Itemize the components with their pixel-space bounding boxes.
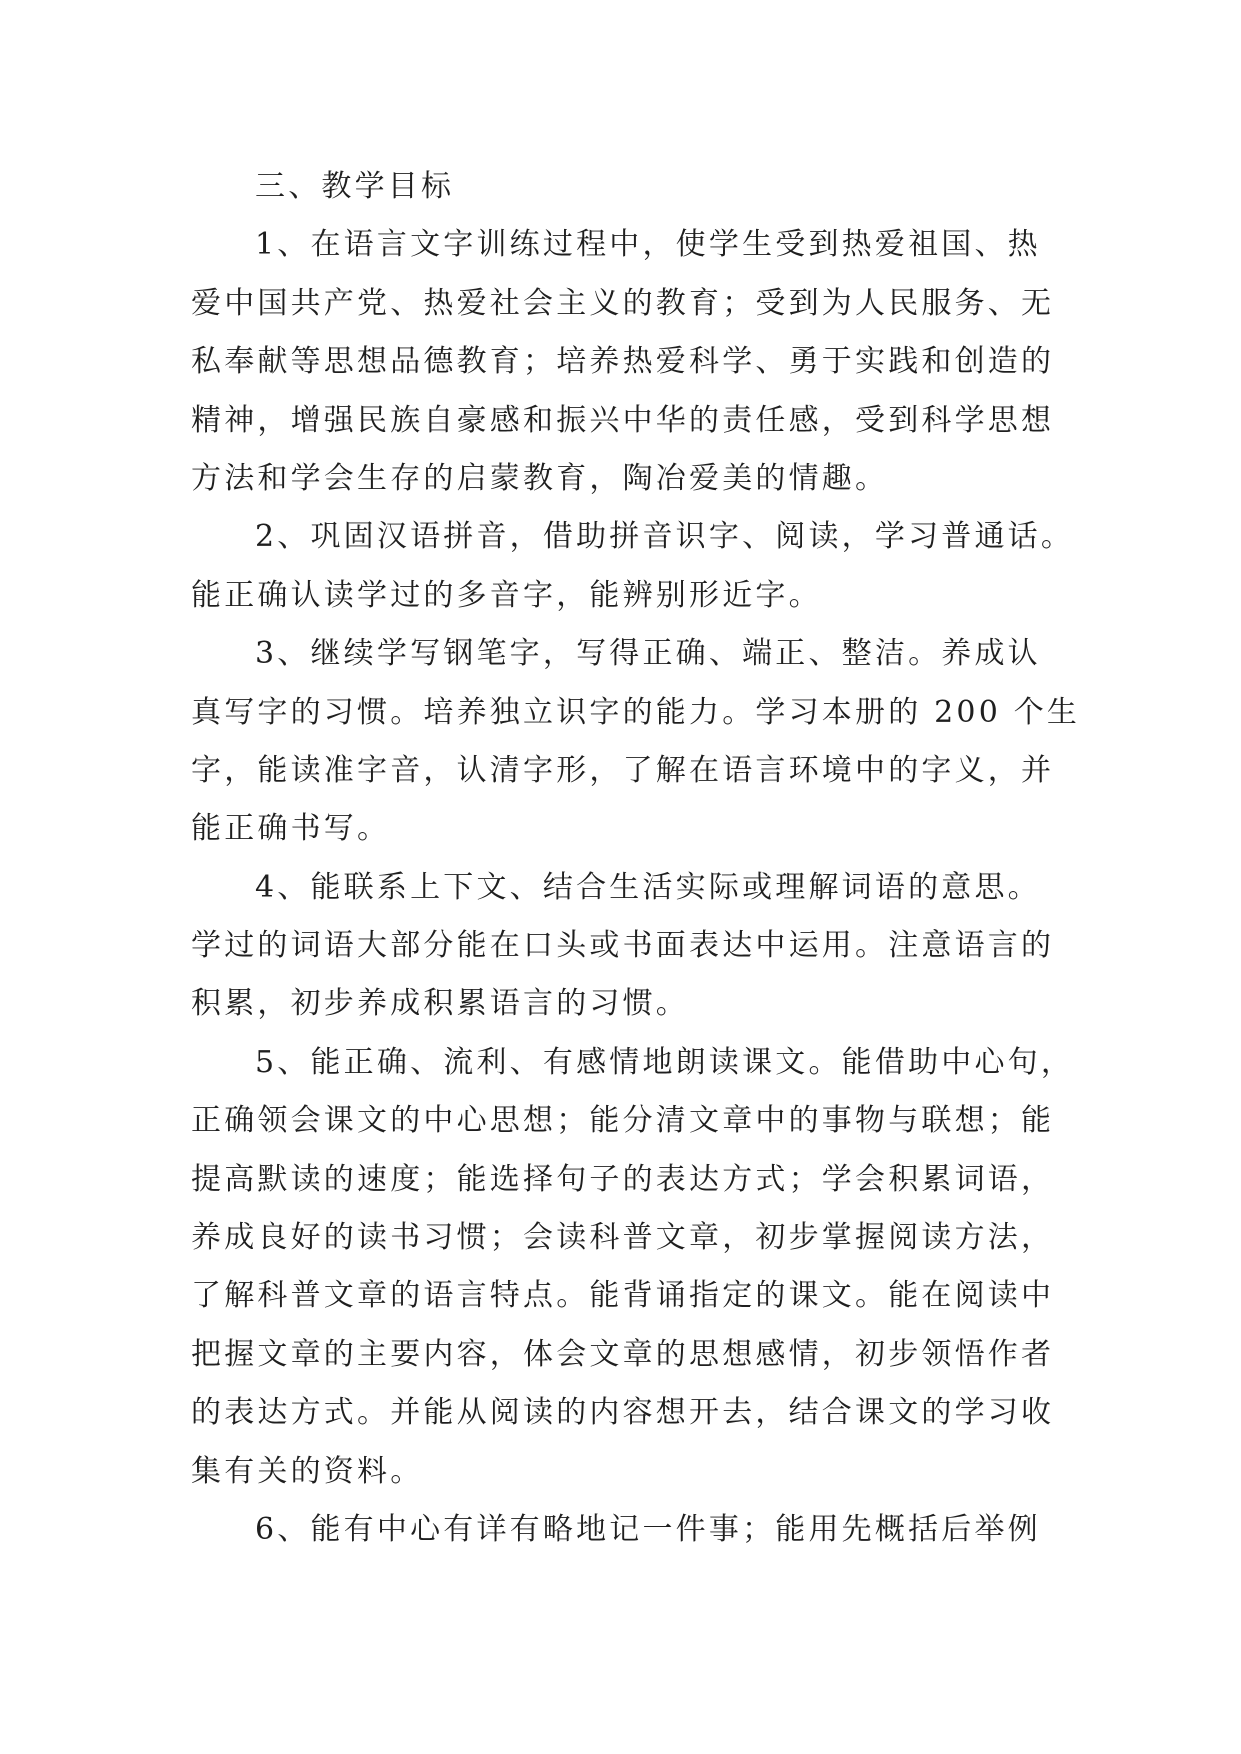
paragraph-line: 方法和学会生存的启蒙教育，陶冶爱美的情趣。 <box>191 460 889 496</box>
paragraph-line: 3、继续学写钢笔字，写得正确、端正、整洁。养成认 <box>255 636 1041 672</box>
paragraph-line: 能正确认读学过的多音字，能辨别形近字。 <box>191 577 822 613</box>
paragraph-line: 5、能正确、流利、有感情地朗读课文。能借助中心句， <box>255 1044 1075 1080</box>
paragraph-line: 能正确书写。 <box>191 811 391 847</box>
paragraph-line: 精神，增强民族自豪感和振兴中华的责任感，受到科学思想 <box>191 402 1055 438</box>
paragraph-line: 学过的词语大部分能在口头或书面表达中运用。注意语言的 <box>191 928 1055 964</box>
paragraph-line: 真写字的习惯。培养独立识字的能力。学习本册的 200 个生 <box>191 694 1081 730</box>
paragraph-line: 集有关的资料。 <box>191 1453 424 1489</box>
paragraph-line: 养成良好的读书习惯；会读科普文章，初步掌握阅读方法， <box>191 1220 1055 1256</box>
paragraph-line: 把握文章的主要内容，体会文章的思想感情，初步领悟作者 <box>191 1336 1055 1372</box>
paragraph-line: 了解科普文章的语言特点。能背诵指定的课文。能在阅读中 <box>191 1278 1055 1314</box>
paragraph-line: 1、在语言文字训练过程中，使学生受到热爱祖国、热 <box>255 227 1041 263</box>
paragraph-line: 的表达方式。并能从阅读的内容想开去，结合课文的学习收 <box>191 1395 1055 1431</box>
paragraph-line: 6、能有中心有详有略地记一件事；能用先概括后举例 <box>255 1511 1041 1547</box>
paragraph-line: 正确领会课文的中心思想；能分清文章中的事物与联想；能 <box>191 1103 1055 1139</box>
paragraph-line: 爱中国共产党、热爱社会主义的教育；受到为人民服务、无 <box>191 285 1055 321</box>
paragraph-line: 2、巩固汉语拼音，借助拼音识字、阅读，学习普通话。 <box>255 519 1075 555</box>
paragraph-line: 私奉献等思想品德教育；培养热爱科学、勇于实践和创造的 <box>191 344 1055 380</box>
paragraph-line: 提高默读的速度；能选择句子的表达方式；学会积累词语， <box>191 1161 1055 1197</box>
document-body <box>191 158 1081 1559</box>
section-heading: 三、教学目标 <box>255 169 455 204</box>
paragraph-line: 字，能读准字音，认清字形，了解在语言环境中的字义，并 <box>191 752 1055 788</box>
paragraph-line: 4、能联系上下文、结合生活实际或理解词语的意思。 <box>255 869 1041 905</box>
paragraph-line: 积累，初步养成积累语言的习惯。 <box>191 986 689 1022</box>
